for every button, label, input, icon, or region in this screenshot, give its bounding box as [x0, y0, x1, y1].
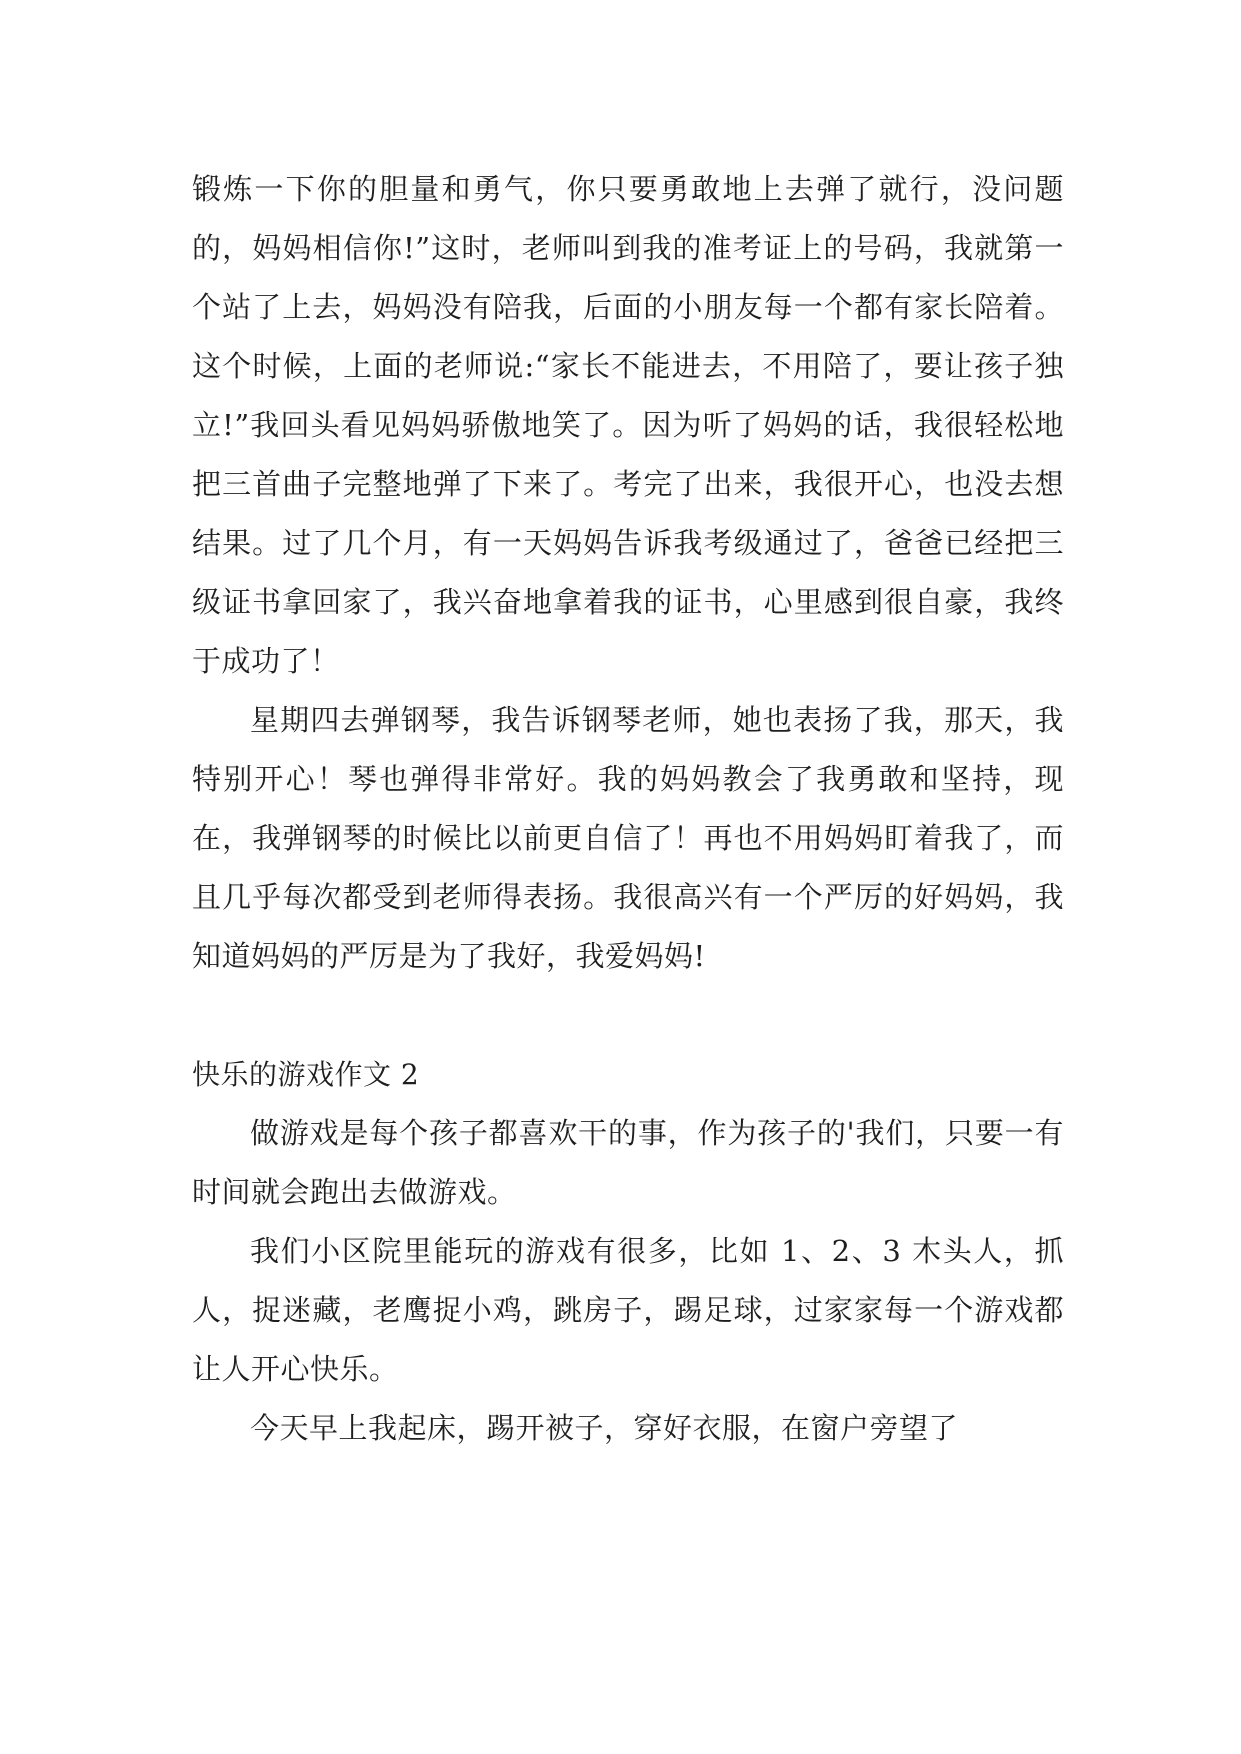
section-spacer [192, 986, 1064, 1045]
paragraph-games-intro: 做游戏是每个孩子都喜欢干的事，作为孩子的'我们，只要一有时间就会跑出去做游戏。 [192, 1116, 1064, 1209]
paragraph-games-list: 我们小区院里能玩的游戏有很多，比如 1、2、3 木头人，抓人，捉迷藏，老鹰捉小鸡，跳房子，踢足球，过家家每一个游戏都让人开心快乐。 [192, 1234, 1064, 1386]
paragraph-piano-lesson: 星期四去弹钢琴，我告诉钢琴老师，她也表扬了我，那天，我特别开心！琴也弹得非常好。我的妈妈教会了我勇敢和坚持，现在，我弹钢琴的时候比以前更自信了！再也不用妈妈盯着我了，而且几乎每次都受到老师得表扬。我很高兴有一个严厉的好妈妈，我知道妈妈的严厉是为了我好，我爱妈妈! [192, 703, 1064, 973]
paragraph-morning: 今天早上我起床，踢开被子，穿好衣服，在窗户旁望了 [250, 1411, 959, 1445]
paragraph-piano-exam: 锻炼一下你的胆量和勇气，你只要勇敢地上去弹了就行，没问题的，妈妈相信你!”这时，老师叫到我的准考证上的号码，我就第一个站了上去，妈妈没有陪我，后面的小朋友每一个都有家长陪着。这个时候，上面的老师说:“家长不能进去，不用陪了，要让孩子独立!”我回头看见妈妈骄傲地笑了。因为听了妈妈的话，我很轻松地把三首曲子完整地弹了下来了。考完了出来，我很开心，也没去想结果。过了几个月，有一天妈妈告诉我考级通过了，爸爸已经把三级证书拿回家了，我兴奋地拿着我的证书，心里感到很自豪，我终于成功了！ [192, 172, 1064, 678]
document-body [192, 160, 1064, 1458]
essay-title: 快乐的游戏作文 2 [192, 1058, 420, 1091]
